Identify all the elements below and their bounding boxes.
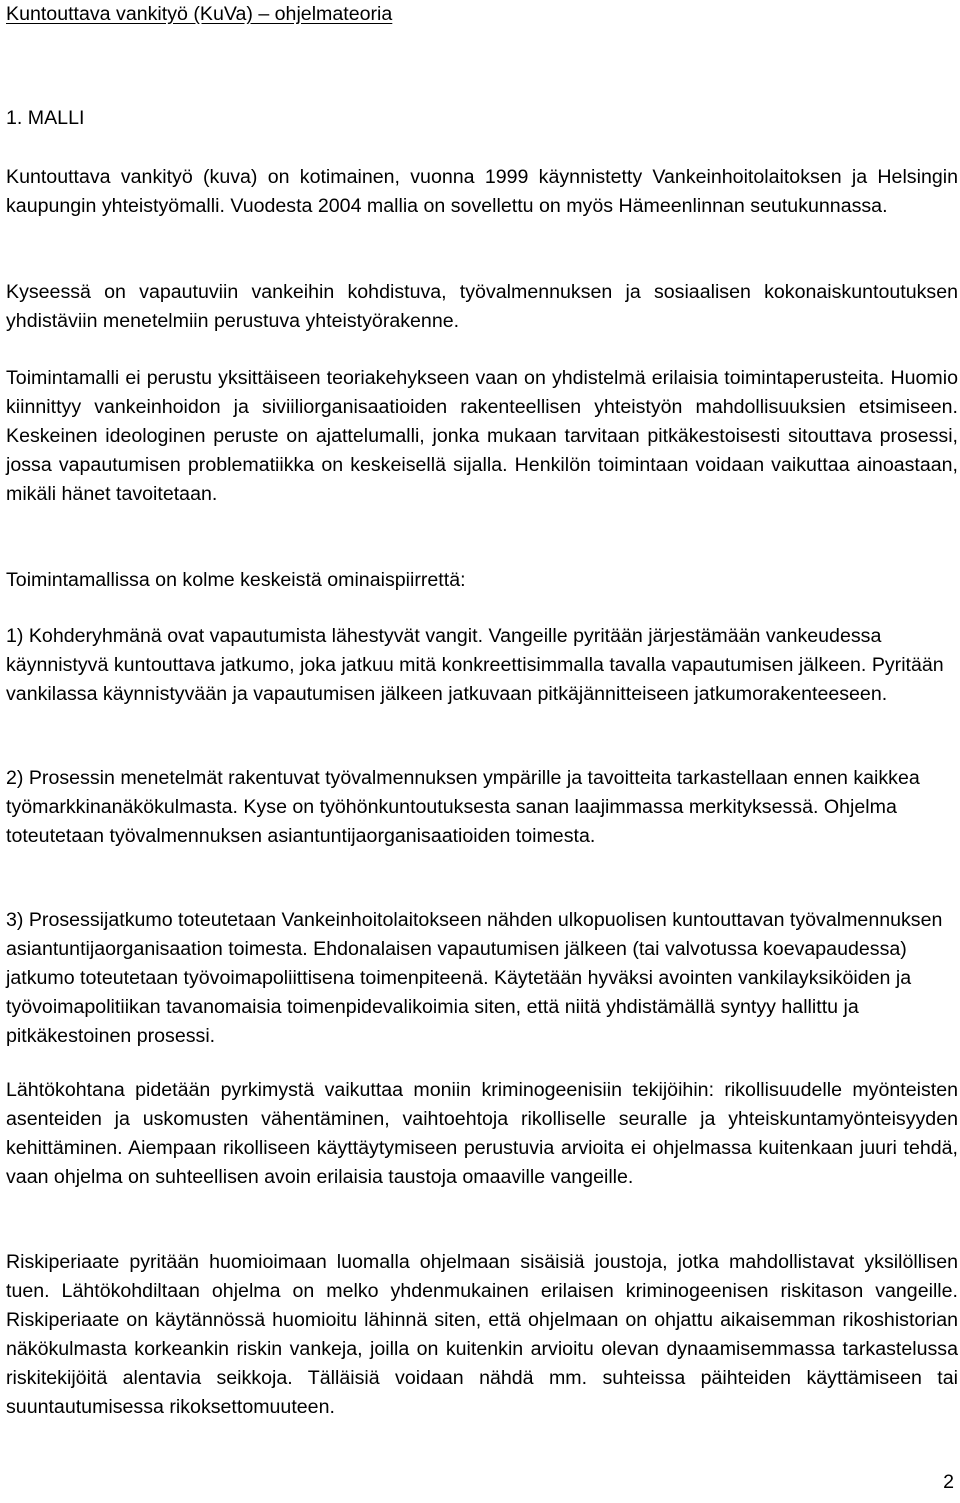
section-heading: 1. MALLI [6, 107, 85, 129]
paragraph-intro: Kuntouttava vankityö (kuva) on kotimainen, vuonna 1999 käynnistetty Vankeinhoitolaitoksen ja Helsingin kaupungin yhteistyömalli. Vuodesta 2004 mallia on sovellettu on myös Hämeenlinnan seutukunnassa. [6, 166, 958, 217]
paragraph-feature-2: 2) Prosessin menetelmät rakentuvat työvalmennuksen ympärille ja tavoitteita tarkastellaan ennen kaikkea työmarkkinanäkökulmasta. Kyse on työhönkuntoutuksesta sanan laajimmassa merkityksessä. Ohjelma toteutetaan työvalmennuksen asiantuntijaorganisaatioiden toimesta. [6, 767, 920, 847]
paragraph-feature-1: 1) Kohderyhmänä ovat vapautumista lähestyvät vangit. Vangeille pyritään järjestämään vankeudessa käynnistyvä kuntouttava jatkumo, joka jatkuu mitä konkreettisimmalla tavalla vapautumisen jälkeen. Pyritään vankilassa käynnistyvään ja vapautumisen jälkeen jatkuvaan pitkäjännitteiseen jatkumorakenteeseen. [6, 625, 944, 705]
paragraph-theory: Toimintamalli ei perustu yksittäiseen teoriakehykseen vaan on yhdistelmä erilaisia toimintaperusteita. Huomio kiinnittyy vankeinhoidon ja siviiliorganisaatioiden rakenteellisen yhteistyön mahdollisuuksien etsimiseen. Keskeinen ideologinen peruste on ajattelumalli, jonka mukaan tarvitaan pitkäkestoisesti sitouttava prosessi, jossa vapautumisen problematiikka on keskeisellä sijalla. Henkilön toimintaan voidaan vaikuttaa ainoastaan, mikäli hänet tavoitetaan. [6, 367, 958, 505]
paragraph-starting-point: Lähtökohtana pidetään pyrkimystä vaikuttaa moniin kriminogeenisiin tekijöihin: rikollisuudelle myönteisten asenteiden ja uskomusten vähentäminen, vaihtoehtoja rikolliselle seuralle ja yhteiskuntamyönteisyyden kehittäminen. Aiempaan rikolliseen käyttäytymiseen perustuvia arvioita ei ohjelmassa kuitenkaan juuri tehdä, vaan ohjelma on suhteellisen avoin erilaisia taustoja omaaville vangeille. [6, 1079, 958, 1188]
document-title: Kuntouttava vankityö (KuVa) – ohjelmateoria [6, 3, 393, 25]
paragraph-feature-3: 3) Prosessijatkumo toteutetaan Vankeinhoitolaitokseen nähden ulkopuolisen kuntouttavan työvalmennuksen asiantuntijaorganisaation toimesta. Ehdonalaisen vapautumisen jälkeen (tai valvotussa koevapaudessa) jatkumo toteutetaan työvoimapoliittisena toimenpiteenä. Käytetään hyväksi avointen vankilayksiköiden ja työvoimapolitiikan tavanomaisia toimenpidevalikoimia siten, että niitä yhdistämällä syntyy hallittu ja pitkäkestoinen prosessi. [6, 909, 943, 1047]
paragraph-risk-principle: Riskiperiaate pyritään huomioimaan luomalla ohjelmaan sisäisiä joustoja, jotka mahdollistavat yksilöllisen tuen. Lähtökohdiltaan ohjelma on melko yhdenmukainen erilaisen kriminogeenisen riskitason vangeille. Riskiperiaate on käytännössä huomioitu lähinnä siten, että ohjelmaan on ohjattu aikaisemman rikoshistorian näkökulmasta korkeankin riskin vankeja, joilla on kuitenkin arvioitu olevan dynaamisemmassa tarkastelussa riskitekijöitä alentavia seikkoja. Tälläisiä voidaan nähdä mm. suhteissa päihteiden käyttämiseen tai suuntautumisessa rikoksettomuuteen. [6, 1251, 958, 1418]
paragraph-features-intro: Toimintamallissa on kolme keskeistä ominaispiirrettä: [6, 569, 466, 591]
page-number: 2 [943, 1471, 954, 1493]
paragraph-description: Kyseessä on vapautuviin vankeihin kohdistuva, työvalmennuksen ja sosiaalisen kokonaiskuntoutuksen yhdistäviin menetelmiin perustuva yhteistyörakenne. [6, 281, 958, 332]
